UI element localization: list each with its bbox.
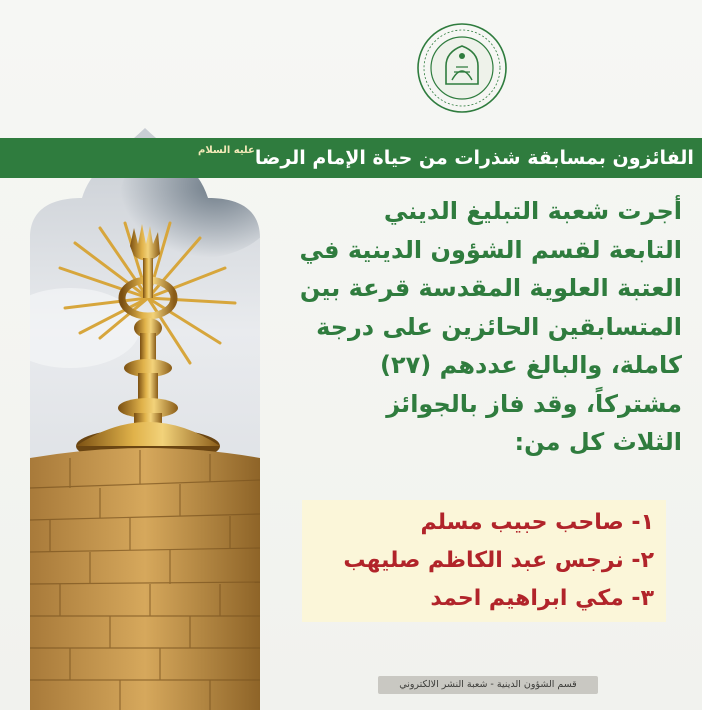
winner-item: ١- صاحب حبيب مسلم: [420, 510, 654, 535]
honorific-mark: عليه السلام: [198, 145, 255, 156]
banner-title-wrap: [194, 138, 694, 178]
title-banner: [0, 138, 702, 178]
body-line: أجرت شعبة التبليغ الديني: [383, 197, 682, 225]
banner-title: الفائزون بمسابقة شذرات من حياة الإمام الرضا: [254, 147, 694, 169]
body-line: مشتركاً، وقد فاز بالجوائز: [386, 389, 682, 418]
announcement-text: [262, 192, 682, 462]
winners-list: [302, 500, 666, 622]
shrine-dome-photo: [30, 128, 260, 710]
body-line: المتسابقين الحائزين على درجة: [316, 312, 682, 341]
body-line: العتبة العلوية المقدسة قرعة بين: [299, 274, 682, 302]
body-line: كاملة، والبالغ عددهم (٢٧): [379, 351, 682, 379]
footer-credit: قسم الشؤون الدينية - شعبة النشر الالكتروني: [378, 676, 598, 694]
winner-item: ٢- نرجس عبد الكاظم صليهب: [343, 548, 654, 573]
shrine-seal-icon: [416, 22, 508, 114]
body-line: التابعة لقسم الشؤون الدينية في: [299, 235, 682, 264]
body-line: الثلاث كل من:: [514, 428, 682, 456]
winner-item: ٣- مكي ابراهيم احمد: [430, 586, 654, 611]
